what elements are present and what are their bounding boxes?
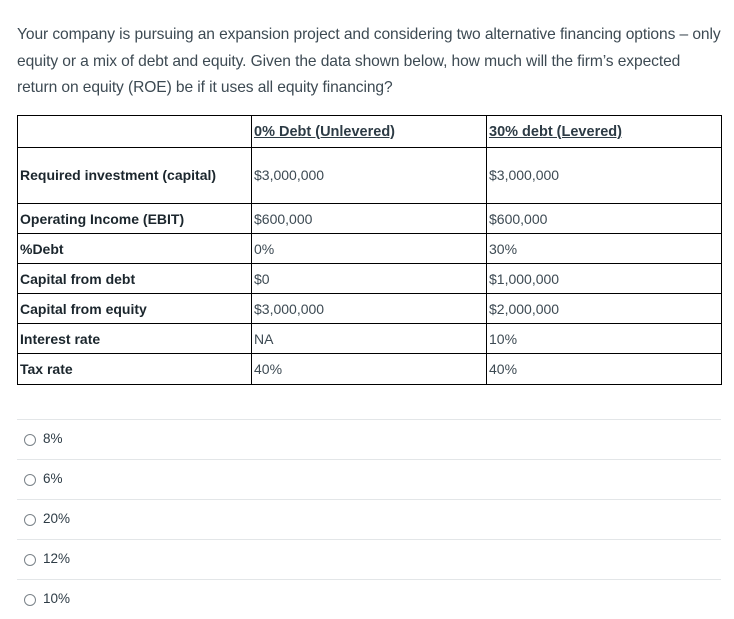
answer-options (17, 419, 721, 619)
header-unlevered: 0% Debt (Unlevered) (252, 116, 487, 148)
cell-unlevered: $3,000,000 (252, 294, 487, 324)
answer-option-6[interactable] (17, 459, 721, 499)
radio-button[interactable] (24, 474, 36, 486)
answer-label[interactable]: 8% (43, 431, 63, 446)
answer-option-12[interactable] (17, 539, 721, 579)
cell-unlevered: $3,000,000 (252, 148, 487, 204)
table-header-row (18, 116, 722, 148)
table-row (18, 148, 722, 204)
row-label: Operating Income (EBIT) (18, 204, 252, 234)
header-empty (18, 116, 252, 148)
radio-button[interactable] (24, 514, 36, 526)
row-label: %Debt (18, 234, 252, 264)
answer-option-10[interactable] (17, 579, 721, 619)
row-label: Capital from debt (18, 264, 252, 294)
answer-option-8[interactable] (17, 419, 721, 459)
cell-levered: 10% (487, 324, 722, 354)
answer-label[interactable]: 10% (43, 591, 71, 606)
answer-option-20[interactable] (17, 499, 721, 539)
radio-button[interactable] (24, 554, 36, 566)
radio-button[interactable] (24, 434, 36, 446)
cell-unlevered: 40% (252, 354, 487, 385)
cell-unlevered: NA (252, 324, 487, 354)
table-row (18, 294, 722, 324)
financing-data-table (17, 115, 722, 385)
row-label: Interest rate (18, 324, 252, 354)
table-row (18, 264, 722, 294)
table-row (18, 204, 722, 234)
answer-label[interactable]: 6% (43, 471, 63, 486)
row-label: Capital from equity (18, 294, 252, 324)
cell-unlevered: 0% (252, 234, 487, 264)
row-label: Tax rate (18, 354, 252, 385)
radio-button[interactable] (24, 594, 36, 606)
answer-label[interactable]: 12% (43, 551, 71, 566)
cell-unlevered: $0 (252, 264, 487, 294)
cell-levered: $3,000,000 (487, 148, 722, 204)
header-levered: 30% debt (Levered) (487, 116, 722, 148)
answer-label[interactable]: 20% (43, 511, 71, 526)
cell-levered: $1,000,000 (487, 264, 722, 294)
cell-unlevered: $600,000 (252, 204, 487, 234)
table-row (18, 324, 722, 354)
table-row (18, 234, 722, 264)
row-label: Required investment (capital) (18, 148, 252, 204)
cell-levered: $2,000,000 (487, 294, 722, 324)
cell-levered: 40% (487, 354, 722, 385)
cell-levered: $600,000 (487, 204, 722, 234)
cell-levered: 30% (487, 234, 722, 264)
table-row (18, 354, 722, 385)
question-text: Your company is pursuing an expansion project and considering two alternative financing options – only equity or a mix of debt and equity. Given the data shown below, how much will the firm’s expected return on equity (ROE) be if it uses all equity financing? (17, 26, 721, 96)
